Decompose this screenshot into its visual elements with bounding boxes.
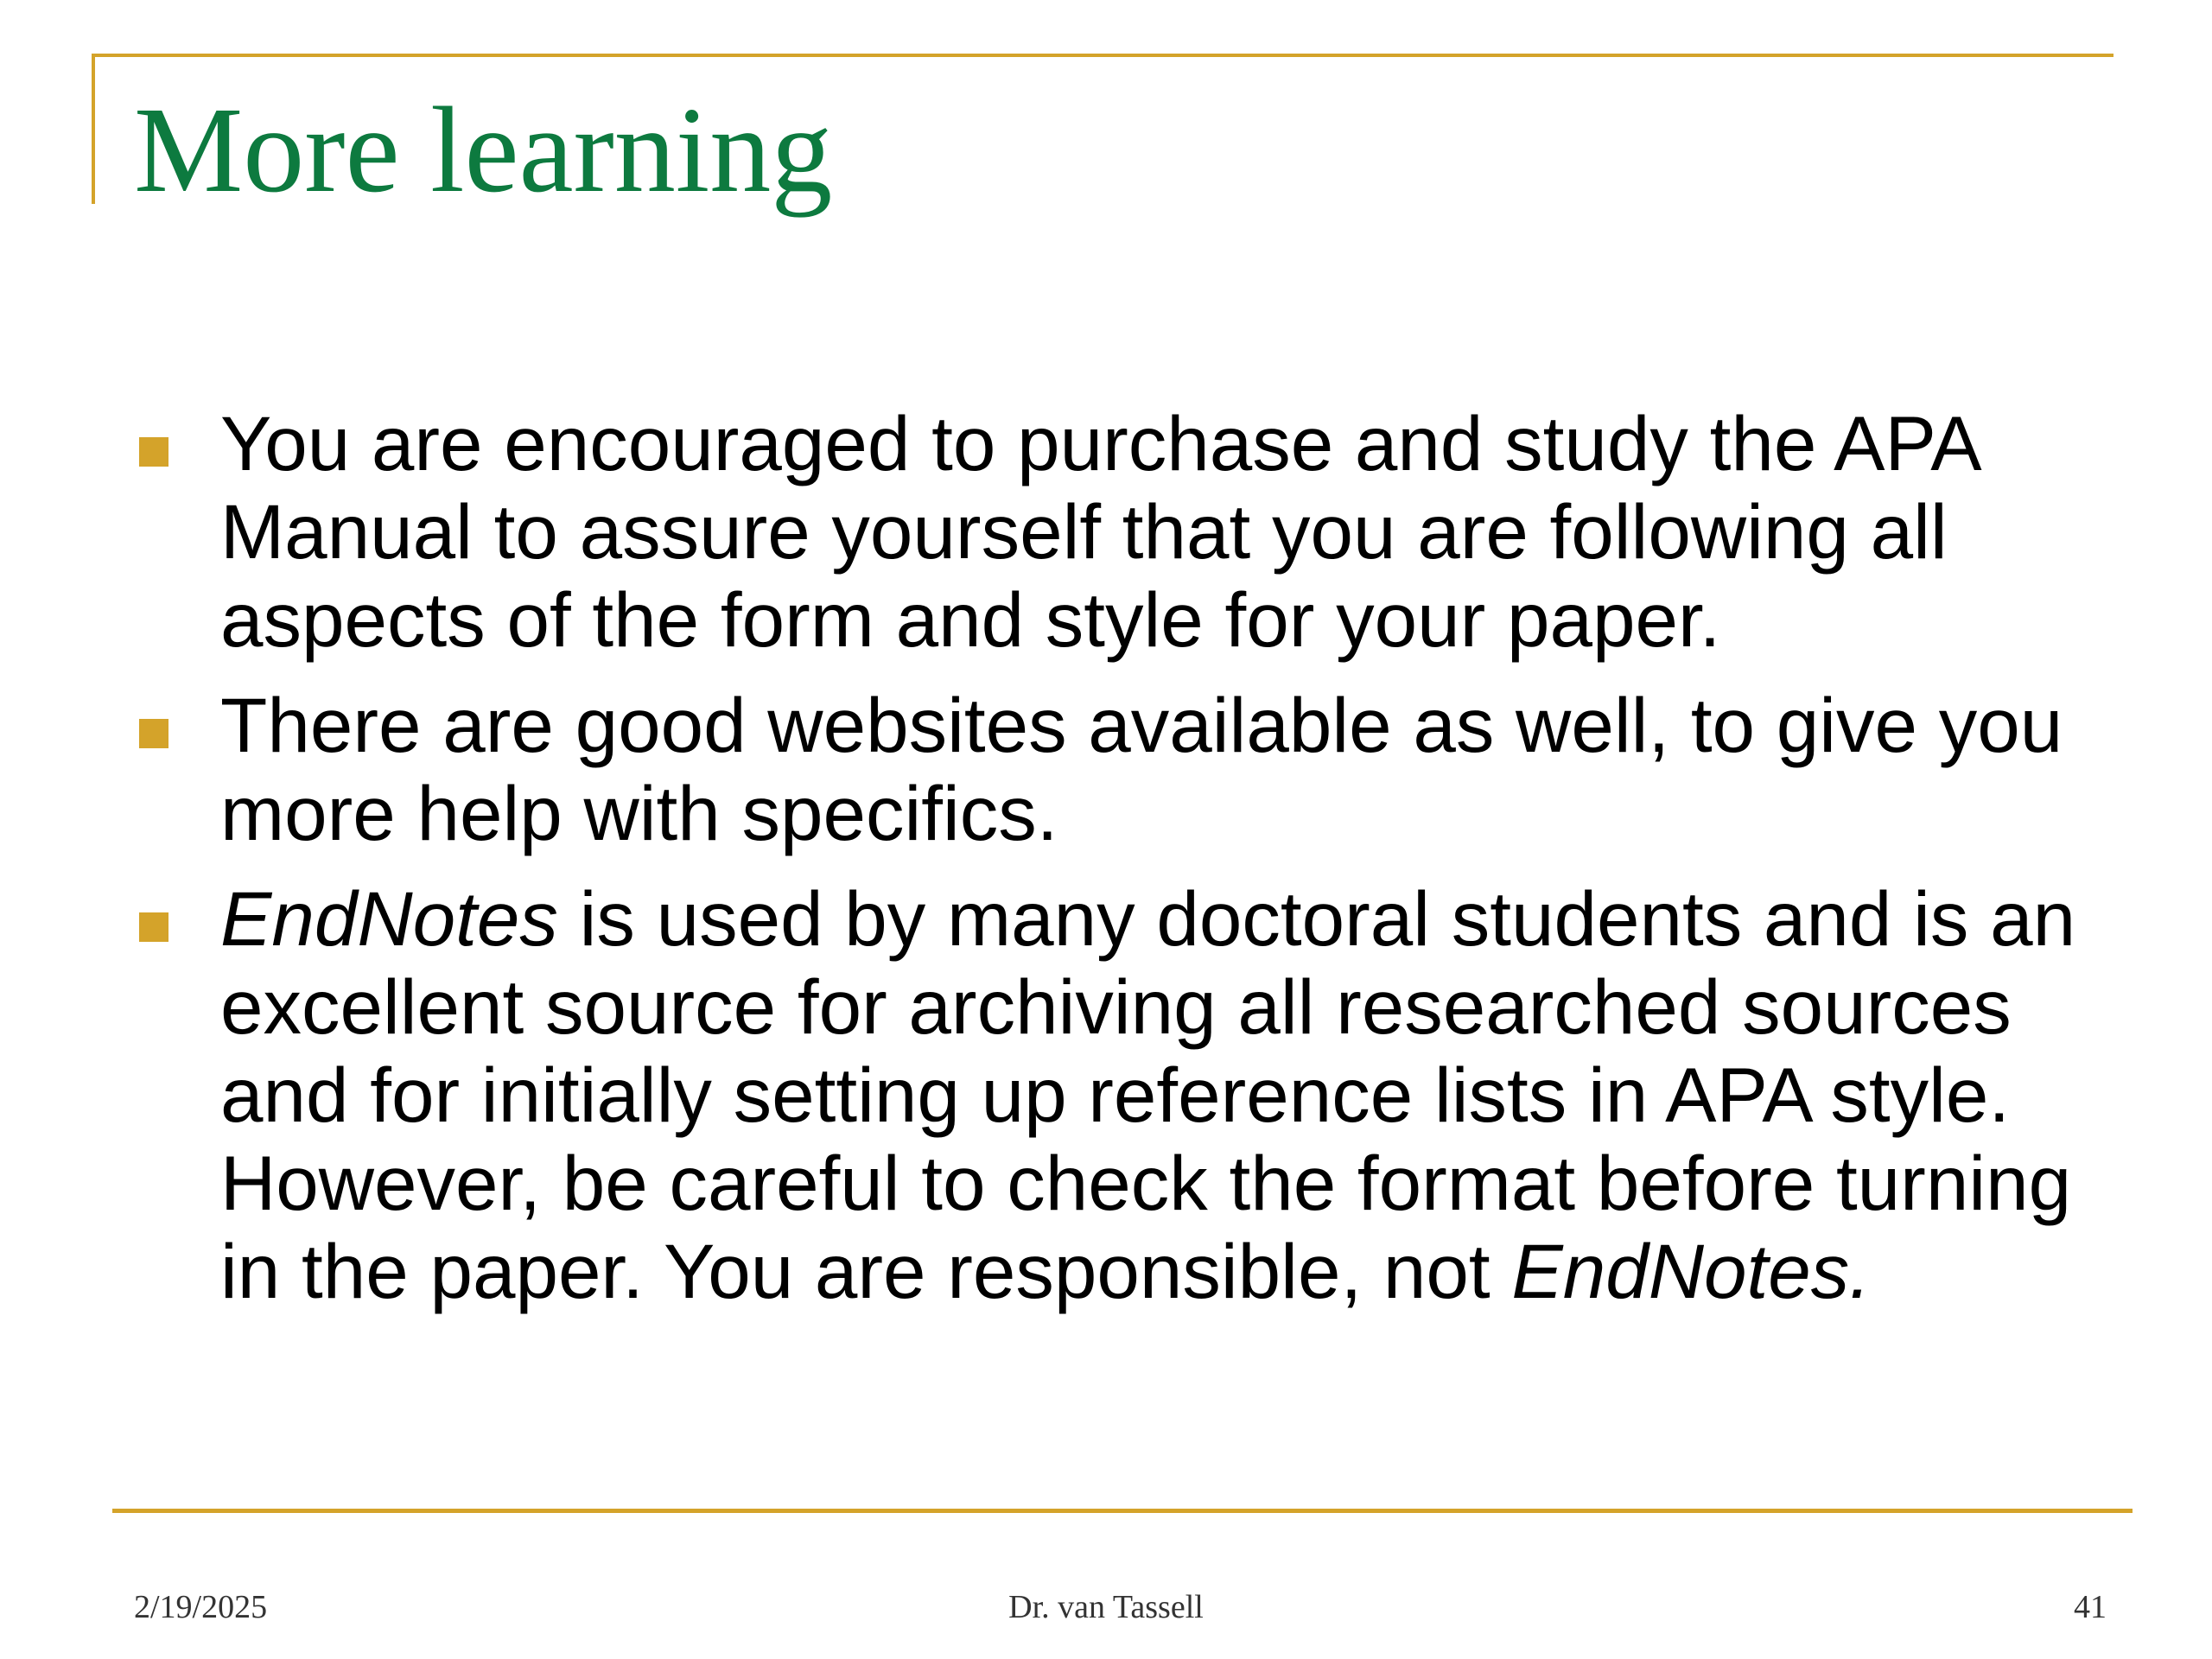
bullet-text-part: There are good websites available as well, to give you more help with specifics. [220,682,2063,856]
bottom-border-line [112,1509,2133,1513]
bullet-item [134,681,2121,857]
bullet-item [134,399,2121,664]
bullet-text [220,682,2063,856]
bullet-text-part: You are encouraged to purchase and study the APA Manual to assure yourself that you are following all aspects of the form and style for your paper. [220,400,1978,663]
bullet-text [220,400,1978,663]
bullet-text [220,875,2075,1314]
slide-number: 41 [2074,1589,2107,1625]
slide-title: More learning [134,81,833,218]
square-bullet-icon [139,719,168,748]
footer-date: 2/19/2025 [134,1589,268,1625]
endnotes-italic-text: EndNotes [220,875,558,962]
endnotes-italic-text: EndNotes. [1511,1228,1871,1314]
left-border-line [92,54,95,204]
bullet-list [134,399,2121,1332]
top-border-line [92,54,2113,57]
footer-author: Dr. van Tassell [1008,1589,1204,1625]
bullet-item [134,874,2121,1315]
square-bullet-icon [139,912,168,942]
square-bullet-icon [139,437,168,467]
bullet-text-part: is used by many doctoral students and is an excellent source for archiving all researched sources and for initially setting up reference lists in APA style. However, be careful to check the format before turning in the paper. You are responsible, not [220,875,2076,1314]
